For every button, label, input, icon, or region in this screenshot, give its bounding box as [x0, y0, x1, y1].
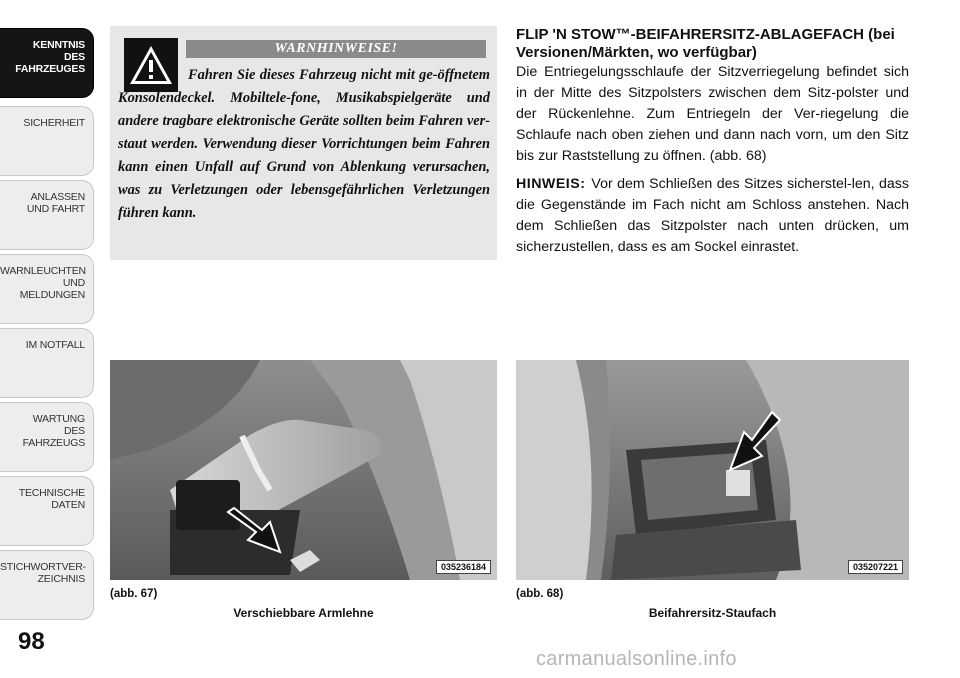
- figure-ref-67: (abb. 67): [110, 588, 158, 600]
- tab-kenntnis-des-fahrzeuges[interactable]: KENNTNIS DES FAHRZEUGES: [0, 28, 94, 98]
- note-paragraph: [516, 174, 909, 258]
- warning-header: WARNHINWEISE!: [186, 40, 486, 58]
- armrest-illustration: [110, 360, 497, 580]
- figure-caption-67: Verschiebbare Armlehne: [233, 606, 374, 620]
- tab-technische-daten[interactable]: TECHNISCHE DATEN: [0, 476, 94, 546]
- figure-ref-68: (abb. 68): [516, 588, 564, 600]
- tab-wartung-des-fahrzeugs[interactable]: WARTUNG DES FAHRZEUGS: [0, 402, 94, 472]
- storage-illustration: [516, 360, 909, 580]
- figure-code: 035236184: [436, 560, 491, 574]
- note-text: Vor dem Schließen des Sitzes sicherstel-len, dass die Gegenstände im Fach nicht am Schloss anstehen. Nach dem Schließen das Sitzpolster nach unten drücken, um sicherzustellen, dass es am Sockel einrastet.: [516, 176, 909, 255]
- figure-storage-compartment: [516, 360, 909, 580]
- page-number: 98: [18, 628, 45, 655]
- figure-caption-68: Beifahrersitz-Staufach: [648, 606, 777, 620]
- warning-box: [110, 26, 497, 260]
- warning-text: Fahren Sie dieses Fahrzeug nicht mit ge-öffnetem Konsolendeckel. Mobiltele-fone, Musikabspielgeräte und andere tragbare elektronische Geräte sollten beim Fahren ver-staut werden. Verwendung dieser Vorrichtungen beim Fahren kann einen Unfall auf Grund von Ablenkung verursachen, was zu Verletzungen oder lebensgefährlichen Verletzungen führen kann.: [118, 67, 490, 221]
- section-heading: FLIP 'N STOW™-BEIFAHRERSITZ-ABLAGEFACH (bei Versionen/Märkten, wo verfügbar): [516, 26, 895, 61]
- watermark: carmanualsonline.info: [536, 648, 737, 670]
- figure-code: 035207221: [848, 560, 903, 574]
- figure-armrest: [110, 360, 497, 580]
- section-column: [516, 26, 909, 258]
- tab-im-notfall[interactable]: IM NOTFALL: [0, 328, 94, 398]
- tab-stichwortverzeichnis[interactable]: STICHWORTVER- ZEICHNIS: [0, 550, 94, 620]
- tab-warnleuchten-und-meldungen[interactable]: WARNLEUCHTEN UND MELDUNGEN: [0, 254, 94, 324]
- note-label: HINWEIS:: [516, 176, 586, 192]
- section-paragraph: Die Entriegelungsschlaufe der Sitzverriegelung befindet sich in der Mitte des Sitzpolsters zwischen dem Sitz-polster und der Rückenlehne. Zum Entriegeln der Ver-riegelung die Schlaufe nach oben ziehen und dann nach vorn, um den Sitz bis zur Raststellung zu öffnen. (abb. 68): [516, 64, 909, 164]
- tab-anlassen-und-fahrt[interactable]: ANLASSEN UND FAHRT: [0, 180, 94, 250]
- tab-sicherheit[interactable]: SICHERHEIT: [0, 106, 94, 176]
- chapter-sidebar: [0, 0, 96, 678]
